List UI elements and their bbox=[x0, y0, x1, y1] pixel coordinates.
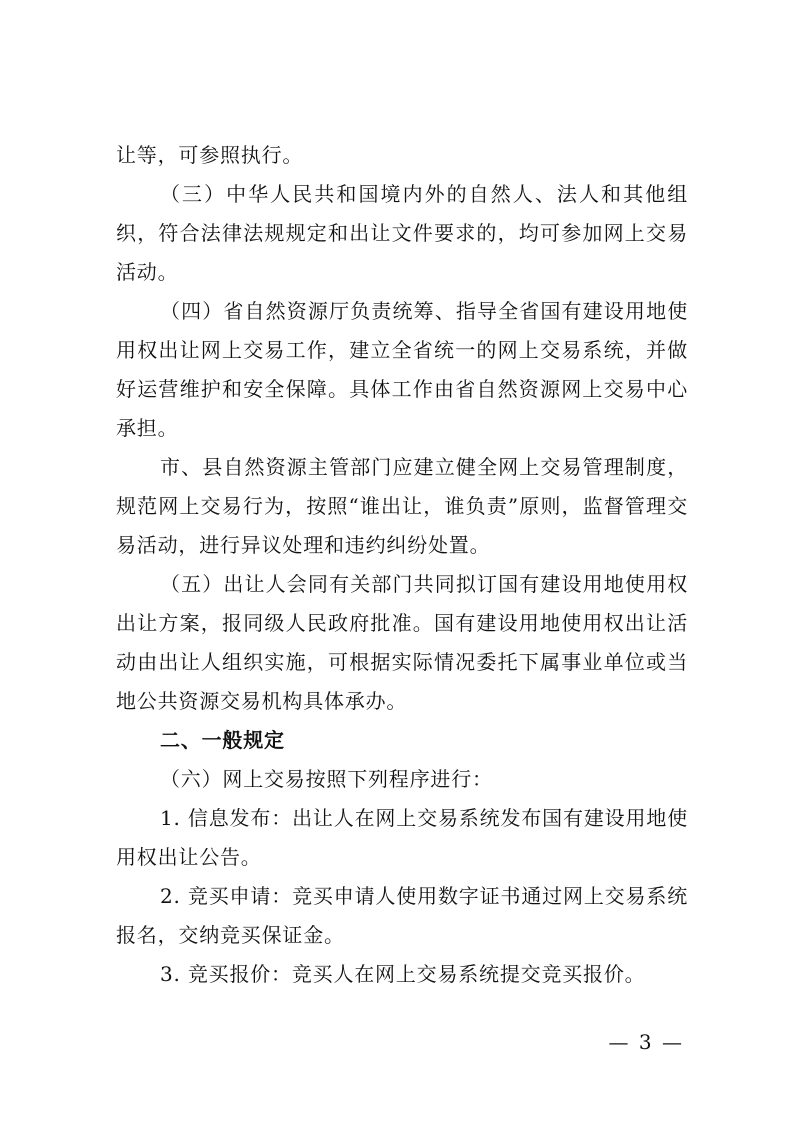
procedure-step-1: 1. 信息发布：出让人在网上交易系统发布国有建设用地使用权出让公告。 bbox=[116, 806, 688, 869]
procedure-step-3: 3. 竞买报价：竞买人在网上交易系统提交竞买报价。 bbox=[160, 962, 646, 986]
paragraph-item-4: （四）省自然资源厅负责统筹、指导全省国有建设用地使用权出让网上交易工作，建立全省统一的网上交易系统，并做好运营维护和安全保障。具体工作由省自然资源网上交易中心承担。 bbox=[116, 299, 688, 440]
paragraph-item-6: （六）网上交易按照下列程序进行： bbox=[160, 767, 493, 791]
procedure-step-2: 2. 竞买申请：竞买申请人使用数字证书通过网上交易系统报名，交纳竞买保证金。 bbox=[116, 884, 688, 947]
document-body bbox=[116, 136, 688, 994]
paragraph-local-management: 市、县自然资源主管部门应建立健全网上交易管理制度，规范网上交易行为，按照“谁出让，谁负责”原则，监督管理交易活动，进行异议处理和违约纠纷处置。 bbox=[116, 455, 688, 557]
paragraph-item-5: （五）出让人会同有关部门共同拟订国有建设用地使用权出让方案，报同级人民政府批准。国有建设用地使用权出让活动由出让人组织实施，可根据实际情况委托下属事业单位或当地公共资源交易机构具体承办。 bbox=[116, 572, 688, 713]
section-heading-general-rules: 二、一般规定 bbox=[160, 728, 285, 752]
paragraph-continuation: 让等，可参照执行。 bbox=[116, 143, 304, 167]
page-number: — 3 — bbox=[608, 1030, 684, 1054]
paragraph-item-3: （三）中华人民共和国境内外的自然人、法人和其他组织，符合法律法规规定和出让文件要求的，均可参加网上交易活动。 bbox=[116, 182, 688, 284]
